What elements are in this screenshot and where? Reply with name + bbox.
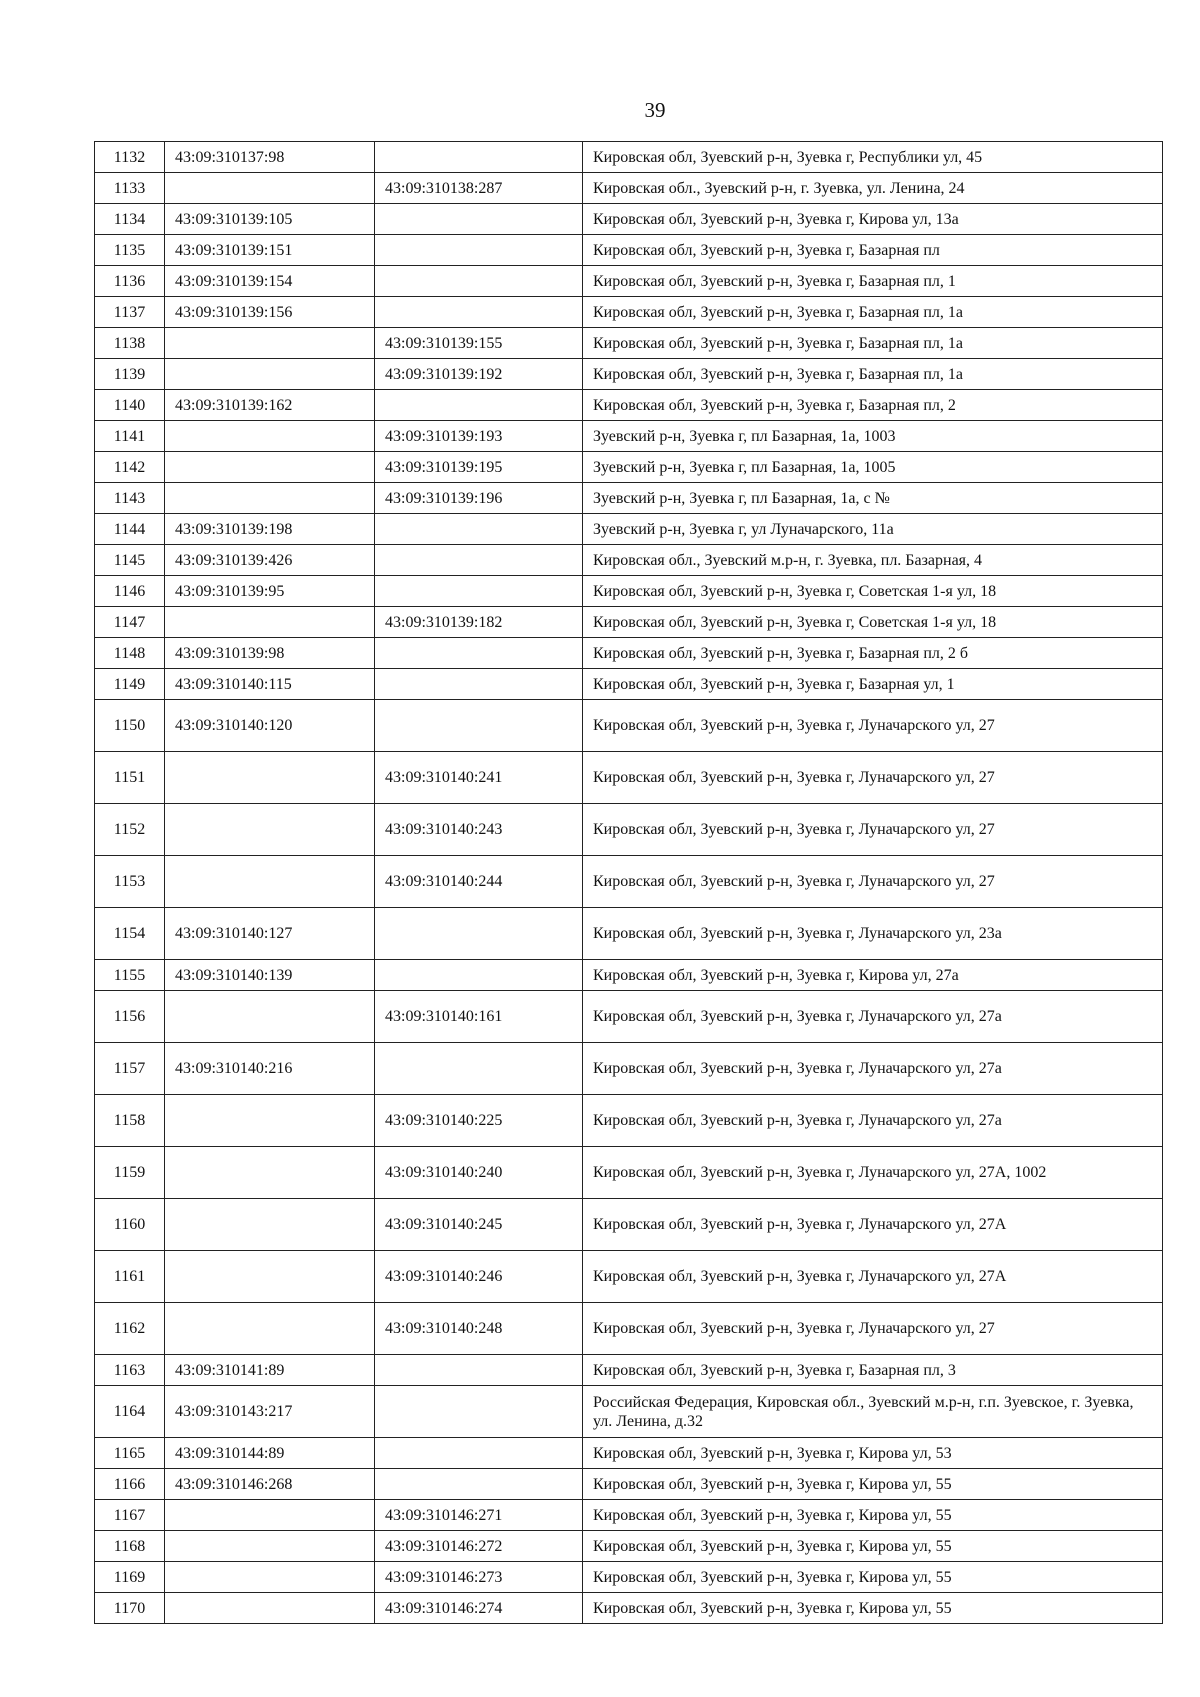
cadastral-number-primary: 43:09:310143:217: [165, 1386, 375, 1438]
cadastral-number-secondary: [375, 204, 583, 235]
cadastral-number-primary: 43:09:310140:139: [165, 960, 375, 991]
registry-table-body: [95, 142, 1163, 1624]
address-cell: Зуевский р-н, Зуевка г, пл Базарная, 1а, 1003: [583, 421, 1163, 452]
table-row: [95, 359, 1163, 390]
row-number: 1167: [95, 1500, 165, 1531]
address-cell: Кировская обл, Зуевский р-н, Зуевка г, Базарная пл, 1: [583, 266, 1163, 297]
cadastral-number-secondary: 43:09:310139:193: [375, 421, 583, 452]
cadastral-number-secondary: [375, 514, 583, 545]
row-number: 1156: [95, 991, 165, 1043]
table-row: [95, 173, 1163, 204]
cadastral-number-secondary: 43:09:310140:248: [375, 1303, 583, 1355]
address-cell: Зуевский р-н, Зуевка г, ул Луначарского, 11а: [583, 514, 1163, 545]
cadastral-number-secondary: 43:09:310140:161: [375, 991, 583, 1043]
row-number: 1161: [95, 1251, 165, 1303]
cadastral-number-secondary: [375, 545, 583, 576]
cadastral-number-primary: 43:09:310140:115: [165, 669, 375, 700]
row-number: 1145: [95, 545, 165, 576]
page-number: 39: [644, 98, 666, 122]
cadastral-number-primary: [165, 359, 375, 390]
table-row: [95, 1469, 1163, 1500]
address-cell: Кировская обл, Зуевский р-н, Зуевка г, Базарная пл, 2 б: [583, 638, 1163, 669]
address-cell: Кировская обл, Зуевский р-н, Зуевка г, Базарная пл, 1а: [583, 297, 1163, 328]
address-cell: Кировская обл, Зуевский р-н, Зуевка г, Луначарского ул, 27: [583, 1303, 1163, 1355]
row-number: 1133: [95, 173, 165, 204]
address-cell: Кировская обл., Зуевский м.р-н, г. Зуевка, пл. Базарная, 4: [583, 545, 1163, 576]
cadastral-number-secondary: 43:09:310139:155: [375, 328, 583, 359]
cadastral-number-primary: [165, 856, 375, 908]
address-cell: Кировская обл, Зуевский р-н, Зуевка г, Луначарского ул, 27: [583, 752, 1163, 804]
cadastral-number-secondary: 43:09:310140:244: [375, 856, 583, 908]
address-cell: Кировская обл, Зуевский р-н, Зуевка г, Базарная пл: [583, 235, 1163, 266]
cadastral-number-secondary: 43:09:310139:195: [375, 452, 583, 483]
table-row: [95, 204, 1163, 235]
address-cell: Кировская обл, Зуевский р-н, Зуевка г, Луначарского ул, 27А: [583, 1199, 1163, 1251]
address-cell: Кировская обл., Зуевский р-н, г. Зуевка, ул. Ленина, 24: [583, 173, 1163, 204]
address-cell: Российская Федерация, Кировская обл., Зуевский м.р-н, г.п. Зуевское, г. Зуевка, ул. Ленина, д.32: [583, 1386, 1163, 1438]
cadastral-number-primary: 43:09:310139:98: [165, 638, 375, 669]
table-row: [95, 1199, 1163, 1251]
address-cell: Кировская обл, Зуевский р-н, Зуевка г, Республики ул, 45: [583, 142, 1163, 173]
cadastral-number-secondary: [375, 908, 583, 960]
row-number: 1136: [95, 266, 165, 297]
table-row: [95, 514, 1163, 545]
row-number: 1155: [95, 960, 165, 991]
table-row: [95, 421, 1163, 452]
address-cell: Кировская обл, Зуевский р-н, Зуевка г, Советская 1-я ул, 18: [583, 607, 1163, 638]
address-cell: Кировская обл, Зуевский р-н, Зуевка г, Кирова ул, 55: [583, 1531, 1163, 1562]
cadastral-number-primary: [165, 1303, 375, 1355]
cadastral-number-primary: [165, 452, 375, 483]
row-number: 1149: [95, 669, 165, 700]
row-number: 1160: [95, 1199, 165, 1251]
table-row: [95, 991, 1163, 1043]
address-cell: Кировская обл, Зуевский р-н, Зуевка г, Кирова ул, 55: [583, 1469, 1163, 1500]
row-number: 1166: [95, 1469, 165, 1500]
cadastral-number-primary: [165, 173, 375, 204]
cadastral-number-primary: 43:09:310139:156: [165, 297, 375, 328]
cadastral-number-secondary: [375, 142, 583, 173]
address-cell: Кировская обл, Зуевский р-н, Зуевка г, Луначарского ул, 27: [583, 856, 1163, 908]
cadastral-number-secondary: [375, 638, 583, 669]
address-cell: Кировская обл, Зуевский р-н, Зуевка г, Луначарского ул, 27А, 1002: [583, 1147, 1163, 1199]
cadastral-number-secondary: 43:09:310146:272: [375, 1531, 583, 1562]
cadastral-number-primary: 43:09:310139:426: [165, 545, 375, 576]
cadastral-number-secondary: 43:09:310140:245: [375, 1199, 583, 1251]
table-row: [95, 1386, 1163, 1438]
address-cell: Кировская обл, Зуевский р-н, Зуевка г, Луначарского ул, 27а: [583, 1043, 1163, 1095]
cadastral-number-primary: 43:09:310139:198: [165, 514, 375, 545]
table-row: [95, 856, 1163, 908]
table-row: [95, 1303, 1163, 1355]
row-number: 1151: [95, 752, 165, 804]
cadastral-number-primary: [165, 607, 375, 638]
cadastral-number-primary: 43:09:310139:95: [165, 576, 375, 607]
row-number: 1137: [95, 297, 165, 328]
row-number: 1169: [95, 1562, 165, 1593]
table-row: [95, 1147, 1163, 1199]
table-row: [95, 328, 1163, 359]
cadastral-number-secondary: [375, 1438, 583, 1469]
table-row: [95, 1043, 1163, 1095]
row-number: 1159: [95, 1147, 165, 1199]
cadastral-number-secondary: 43:09:310140:243: [375, 804, 583, 856]
address-cell: Зуевский р-н, Зуевка г, пл Базарная, 1а, с №: [583, 483, 1163, 514]
cadastral-number-primary: 43:09:310139:162: [165, 390, 375, 421]
cadastral-number-secondary: 43:09:310140:246: [375, 1251, 583, 1303]
table-row: [95, 804, 1163, 856]
cadastral-number-primary: [165, 752, 375, 804]
cadastral-number-primary: 43:09:310137:98: [165, 142, 375, 173]
row-number: 1162: [95, 1303, 165, 1355]
row-number: 1147: [95, 607, 165, 638]
table-row: [95, 960, 1163, 991]
table-row: [95, 576, 1163, 607]
table-row: [95, 908, 1163, 960]
cadastral-number-primary: [165, 804, 375, 856]
address-cell: Кировская обл, Зуевский р-н, Зуевка г, Кирова ул, 55: [583, 1593, 1163, 1624]
cadastral-number-primary: [165, 1251, 375, 1303]
cadastral-number-secondary: 43:09:310139:192: [375, 359, 583, 390]
address-cell: Кировская обл, Зуевский р-н, Зуевка г, Базарная пл, 2: [583, 390, 1163, 421]
table-row: [95, 607, 1163, 638]
row-number: 1148: [95, 638, 165, 669]
address-cell: Кировская обл, Зуевский р-н, Зуевка г, Луначарского ул, 27А: [583, 1251, 1163, 1303]
cadastral-number-secondary: 43:09:310140:241: [375, 752, 583, 804]
table-row: [95, 545, 1163, 576]
row-number: 1135: [95, 235, 165, 266]
cadastral-number-primary: 43:09:310139:105: [165, 204, 375, 235]
cadastral-number-secondary: 43:09:310146:273: [375, 1562, 583, 1593]
cadastral-number-secondary: 43:09:310140:240: [375, 1147, 583, 1199]
cadastral-number-primary: 43:09:310139:151: [165, 235, 375, 266]
registry-table: [94, 141, 1163, 1624]
table-row: [95, 235, 1163, 266]
cadastral-number-secondary: 43:09:310138:287: [375, 173, 583, 204]
row-number: 1150: [95, 700, 165, 752]
cadastral-number-secondary: [375, 960, 583, 991]
row-number: 1142: [95, 452, 165, 483]
table-row: [95, 1593, 1163, 1624]
cadastral-number-secondary: 43:09:310146:274: [375, 1593, 583, 1624]
cadastral-number-primary: [165, 1199, 375, 1251]
address-cell: Кировская обл, Зуевский р-н, Зуевка г, Базарная ул, 1: [583, 669, 1163, 700]
address-cell: Кировская обл, Зуевский р-н, Зуевка г, Базарная пл, 1а: [583, 359, 1163, 390]
cadastral-number-primary: [165, 1095, 375, 1147]
address-cell: Кировская обл, Зуевский р-н, Зуевка г, Кирова ул, 13а: [583, 204, 1163, 235]
row-number: 1140: [95, 390, 165, 421]
address-cell: Зуевский р-н, Зуевка г, пл Базарная, 1а, 1005: [583, 452, 1163, 483]
row-number: 1132: [95, 142, 165, 173]
cadastral-number-secondary: [375, 1386, 583, 1438]
row-number: 1158: [95, 1095, 165, 1147]
cadastral-number-secondary: [375, 390, 583, 421]
address-cell: Кировская обл, Зуевский р-н, Зуевка г, Советская 1-я ул, 18: [583, 576, 1163, 607]
cadastral-number-secondary: [375, 669, 583, 700]
row-number: 1170: [95, 1593, 165, 1624]
row-number: 1134: [95, 204, 165, 235]
cadastral-number-primary: [165, 483, 375, 514]
address-cell: Кировская обл, Зуевский р-н, Зуевка г, Луначарского ул, 23а: [583, 908, 1163, 960]
table-row: [95, 1562, 1163, 1593]
address-cell: Кировская обл, Зуевский р-н, Зуевка г, Луначарского ул, 27: [583, 700, 1163, 752]
table-row: [95, 1355, 1163, 1386]
row-number: 1144: [95, 514, 165, 545]
row-number: 1153: [95, 856, 165, 908]
cadastral-number-secondary: 43:09:310139:196: [375, 483, 583, 514]
cadastral-number-primary: [165, 1500, 375, 1531]
cadastral-number-secondary: [375, 1469, 583, 1500]
cadastral-number-secondary: [375, 297, 583, 328]
cadastral-number-secondary: [375, 576, 583, 607]
address-cell: Кировская обл, Зуевский р-н, Зуевка г, Луначарского ул, 27: [583, 804, 1163, 856]
table-row: [95, 700, 1163, 752]
cadastral-number-primary: [165, 991, 375, 1043]
cadastral-number-primary: 43:09:310140:216: [165, 1043, 375, 1095]
table-row: [95, 638, 1163, 669]
table-row: [95, 1531, 1163, 1562]
row-number: 1165: [95, 1438, 165, 1469]
cadastral-number-secondary: [375, 235, 583, 266]
cadastral-number-secondary: [375, 700, 583, 752]
row-number: 1154: [95, 908, 165, 960]
address-cell: Кировская обл, Зуевский р-н, Зуевка г, Кирова ул, 27а: [583, 960, 1163, 991]
table-row: [95, 1095, 1163, 1147]
cadastral-number-primary: 43:09:310146:268: [165, 1469, 375, 1500]
address-cell: Кировская обл, Зуевский р-н, Зуевка г, Луначарского ул, 27а: [583, 1095, 1163, 1147]
cadastral-number-primary: 43:09:310141:89: [165, 1355, 375, 1386]
row-number: 1138: [95, 328, 165, 359]
row-number: 1163: [95, 1355, 165, 1386]
cadastral-number-primary: 43:09:310144:89: [165, 1438, 375, 1469]
row-number: 1143: [95, 483, 165, 514]
table-row: [95, 142, 1163, 173]
cadastral-number-secondary: 43:09:310140:225: [375, 1095, 583, 1147]
table-row: [95, 1438, 1163, 1469]
cadastral-number-primary: 43:09:310139:154: [165, 266, 375, 297]
address-cell: Кировская обл, Зуевский р-н, Зуевка г, Кирова ул, 55: [583, 1500, 1163, 1531]
row-number: 1168: [95, 1531, 165, 1562]
row-number: 1157: [95, 1043, 165, 1095]
cadastral-number-secondary: 43:09:310146:271: [375, 1500, 583, 1531]
cadastral-number-primary: [165, 1147, 375, 1199]
row-number: 1139: [95, 359, 165, 390]
table-row: [95, 1251, 1163, 1303]
cadastral-number-primary: [165, 1531, 375, 1562]
table-row: [95, 1500, 1163, 1531]
address-cell: Кировская обл, Зуевский р-н, Зуевка г, Базарная пл, 1а: [583, 328, 1163, 359]
cadastral-number-primary: 43:09:310140:127: [165, 908, 375, 960]
table-row: [95, 452, 1163, 483]
row-number: 1164: [95, 1386, 165, 1438]
cadastral-number-primary: [165, 421, 375, 452]
table-row: [95, 669, 1163, 700]
row-number: 1141: [95, 421, 165, 452]
cadastral-number-secondary: 43:09:310139:182: [375, 607, 583, 638]
table-row: [95, 390, 1163, 421]
table-row: [95, 266, 1163, 297]
cadastral-number-primary: 43:09:310140:120: [165, 700, 375, 752]
cadastral-number-secondary: [375, 1043, 583, 1095]
cadastral-number-primary: [165, 1593, 375, 1624]
cadastral-number-secondary: [375, 266, 583, 297]
address-cell: Кировская обл, Зуевский р-н, Зуевка г, Кирова ул, 53: [583, 1438, 1163, 1469]
cadastral-number-secondary: [375, 1355, 583, 1386]
row-number: 1152: [95, 804, 165, 856]
row-number: 1146: [95, 576, 165, 607]
address-cell: Кировская обл, Зуевский р-н, Зуевка г, Базарная пл, 3: [583, 1355, 1163, 1386]
address-cell: Кировская обл, Зуевский р-н, Зуевка г, Луначарского ул, 27а: [583, 991, 1163, 1043]
table-row: [95, 483, 1163, 514]
table-row: [95, 297, 1163, 328]
table-row: [95, 752, 1163, 804]
cadastral-number-primary: [165, 328, 375, 359]
address-cell: Кировская обл, Зуевский р-н, Зуевка г, Кирова ул, 55: [583, 1562, 1163, 1593]
cadastral-number-primary: [165, 1562, 375, 1593]
